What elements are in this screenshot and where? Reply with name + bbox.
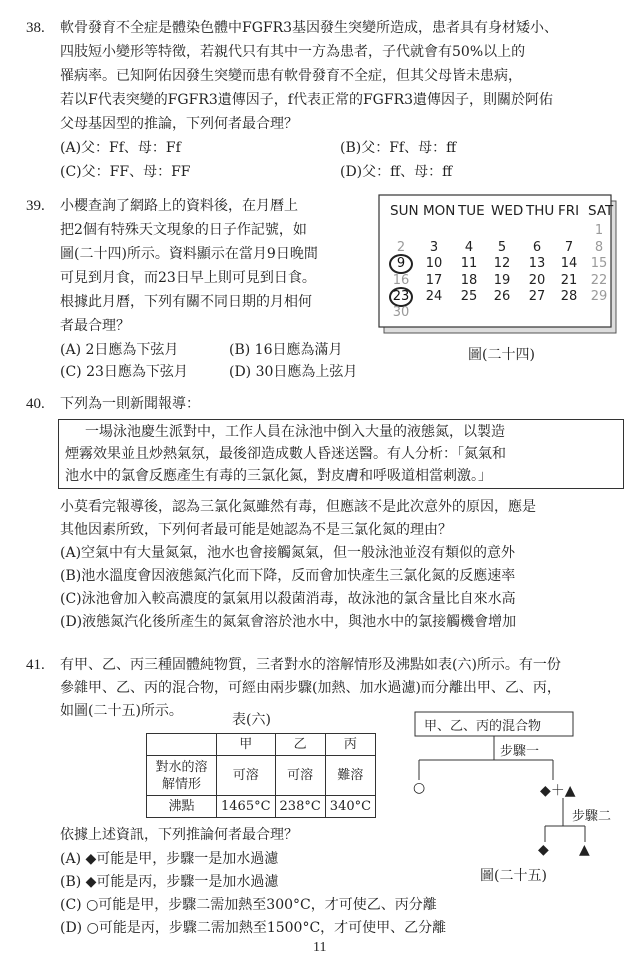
- triangle-node: ▲: [579, 842, 590, 858]
- table-6-corner: [147, 734, 217, 756]
- calendar-day: 28: [560, 289, 578, 304]
- question-39-number: 39.: [26, 198, 45, 214]
- question-38-line-2: 四肢短小變形等特徵，若親代只有其中一方為患者，子代就會有50%以上的: [60, 44, 526, 60]
- calendar-header-sat: SAT: [588, 203, 614, 219]
- calendar-day: 21: [560, 273, 578, 288]
- calendar-header-mon: MON: [423, 203, 456, 219]
- question-40-line-1: 小莫看完報導後，認為三氯化氮雖然有毒，但應該不是此次意外的原因，應是: [60, 499, 536, 515]
- question-41-prompt: 依據上述資訊，下列推論何者最合理？: [60, 827, 298, 843]
- question-39-line-5: 根據此月曆，下列有關不同日期的月相何: [60, 294, 312, 310]
- page-number: 11: [313, 940, 327, 955]
- question-38-option-c[interactable]: (C)父：FF、母：FF: [60, 164, 191, 180]
- table-6-header-jia: 甲: [217, 734, 276, 756]
- table-6-cell: 可溶: [275, 756, 325, 796]
- calendar-day: 3: [429, 240, 439, 255]
- diamond-node: ◆: [538, 842, 549, 858]
- calendar-figure: [378, 193, 618, 335]
- question-38-line-4: 若以F代表突變的FGFR3遺傳因子，f代表正常的FGFR3遺傳因子，則關於阿佑: [60, 92, 554, 108]
- step1-label: 步驟一: [500, 744, 540, 759]
- calendar-day: 14: [560, 256, 578, 271]
- question-38-line-5: 父母基因型的推論，下列何者最合理？: [60, 116, 298, 132]
- table-6-cell: 238°C: [275, 796, 325, 818]
- table-6-cell: 可溶: [217, 756, 276, 796]
- calendar-header-sun: SUN: [390, 203, 419, 219]
- calendar-day: 30: [392, 305, 410, 320]
- table-6-cell: 難溶: [325, 756, 375, 796]
- question-39-option-c[interactable]: (C) 23日應為下弦月: [60, 364, 188, 380]
- question-41-option-c[interactable]: (C) ○可能是甲，步驟二需加熱至300°C，才可使乙、丙分離: [60, 897, 437, 913]
- question-38-option-b[interactable]: (B)父：Ff、母：ff: [340, 140, 457, 156]
- step2-label: 步驟二: [572, 809, 612, 824]
- calendar-day: 10: [425, 256, 443, 271]
- question-39-option-d[interactable]: (D) 30日應為上弦月: [229, 364, 358, 380]
- diamond-plus-triangle-node: ◆＋▲: [540, 783, 576, 799]
- question-41-option-d[interactable]: (D) ○可能是丙，步驟二需加熱至1500°C，才可使甲、乙分離: [60, 920, 447, 936]
- news-line-1: 一場泳池慶生派對中，工作人員在泳池中倒入大量的液態氮，以製造: [85, 424, 505, 440]
- question-41-option-b[interactable]: (B) ◆可能是丙，步驟一是加水過濾: [60, 874, 279, 890]
- calendar-day: 29: [590, 289, 608, 304]
- question-38-line-1: 軟骨發育不全症是體染色體中FGFR3基因發生突變所造成，患者具有身材矮小、: [60, 20, 559, 36]
- question-41-number: 41.: [26, 657, 45, 673]
- table-6-header-bing: 丙: [325, 734, 375, 756]
- table-6-header-yi: 乙: [275, 734, 325, 756]
- calendar-day: 5: [497, 240, 507, 255]
- table-6-row2-label: 沸點: [147, 796, 217, 818]
- question-39-line-2: 把2個有特殊天文現象的日子作記號，如: [60, 222, 307, 238]
- question-39-line-6: 者最合理？: [60, 318, 130, 334]
- question-40-option-c[interactable]: (C)泳池會加入較高濃度的氯氣用以殺菌消毒，故泳池的氯含量比自來水高: [60, 591, 516, 607]
- calendar-day: 20: [528, 273, 546, 288]
- calendar-day: 24: [425, 289, 443, 304]
- calendar-header-wed: WED: [491, 203, 524, 219]
- question-41-line-3: 如圖(二十五)所示。: [60, 703, 183, 719]
- question-39-line-4: 可見到月食，而23日早上則可見到日食。: [60, 270, 316, 286]
- calendar-day: 25: [460, 289, 478, 304]
- calendar-header-thu: THU: [526, 203, 555, 219]
- calendar-day: 1: [594, 223, 604, 238]
- calendar-day: 2: [396, 240, 406, 255]
- calendar-header-fri: FRI: [558, 203, 580, 219]
- question-40-option-d[interactable]: (D)液態氮汽化後所產生的氮氣會溶於池水中，與池水中的氯接觸機會增加: [60, 614, 517, 630]
- calendar-day: 17: [425, 273, 443, 288]
- calendar-day: 8: [594, 240, 604, 255]
- table-6: [146, 733, 376, 818]
- calendar-day: 6: [532, 240, 542, 255]
- calendar-day: 9: [396, 256, 406, 271]
- question-39-line-1: 小櫻查詢了網路上的資料後，在月曆上: [60, 198, 298, 214]
- calendar-header-tue: TUE: [458, 203, 485, 219]
- question-38-number: 38.: [26, 20, 45, 36]
- calendar-day: 13: [528, 256, 546, 271]
- table-6-caption: 表(六): [232, 712, 271, 728]
- question-41-line-2: 參雜甲、乙、丙的混合物，可經由兩步驟(加熱、加水過濾)而分離出甲、乙、丙，: [60, 680, 561, 696]
- question-39-line-3: 圖(二十四)所示。資料顯示在當月9日晚間: [60, 246, 318, 262]
- figure-25-caption: 圖(二十五): [480, 868, 547, 884]
- news-line-2: 煙霧效果並且炒熱氣氛，最後卻造成數人昏迷送醫。有人分析：「氮氣和: [65, 446, 506, 462]
- calendar-day: 27: [528, 289, 546, 304]
- calendar-day: 11: [460, 256, 478, 271]
- table-6-cell: 1465°C: [217, 796, 276, 818]
- table-6-cell: 340°C: [325, 796, 375, 818]
- question-40-option-b[interactable]: (B)池水溫度會因液態氮汽化而下降，反而會加快產生三氯化氮的反應速率: [60, 568, 516, 584]
- table-6-row1-label: 對水的溶解情形: [147, 756, 217, 796]
- calendar-day: 18: [460, 273, 478, 288]
- figure-24-caption: 圖(二十四): [468, 347, 535, 363]
- calendar-day: 15: [590, 256, 608, 271]
- question-41-option-a[interactable]: (A) ◆可能是甲，步驟一是加水過濾: [60, 851, 279, 867]
- question-38-line-3: 罹病率。已知阿佑因發生突變而患有軟骨發育不全症，但其父母皆未患病，: [60, 68, 522, 84]
- calendar-day: 7: [564, 240, 574, 255]
- circle-node: ○: [413, 780, 426, 796]
- calendar-day: 19: [493, 273, 511, 288]
- question-39-option-a[interactable]: (A) 2日應為下弦月: [60, 342, 179, 358]
- question-40-intro: 下列為一則新聞報導：: [60, 396, 200, 412]
- question-39-option-b[interactable]: (B) 16日應為滿月: [229, 342, 343, 358]
- calendar-grid: [378, 193, 618, 335]
- question-40-option-a[interactable]: (A)空氣中有大量氮氣，池水也會接觸氮氣，但一般泳池並沒有類似的意外: [60, 545, 516, 561]
- news-report-box: [58, 419, 624, 489]
- question-40-number: 40.: [26, 396, 45, 412]
- question-41-line-1: 有甲、乙、丙三種固體純物質，三者對水的溶解情形及沸點如表(六)所示。有一份: [60, 657, 561, 673]
- question-38-option-d[interactable]: (D)父：ff、母：ff: [340, 164, 453, 180]
- calendar-day: 12: [493, 256, 511, 271]
- mixture-label: 甲、乙、丙的混合物: [424, 719, 542, 734]
- calendar-day: 4: [464, 240, 474, 255]
- calendar-day: 22: [590, 273, 608, 288]
- news-line-3: 池水中的氯會反應產生有毒的三氯化氮，對皮膚和呼吸道相當刺激。」: [65, 468, 492, 484]
- question-40-line-2: 其他因素所致，下列何者最可能是她認為不是三氯化氮的理由？: [60, 522, 452, 538]
- calendar-day: 23: [392, 289, 410, 304]
- calendar-day: 16: [392, 273, 410, 288]
- calendar-day: 26: [493, 289, 511, 304]
- question-38-option-a[interactable]: (A)父：Ff、母：Ff: [60, 140, 181, 156]
